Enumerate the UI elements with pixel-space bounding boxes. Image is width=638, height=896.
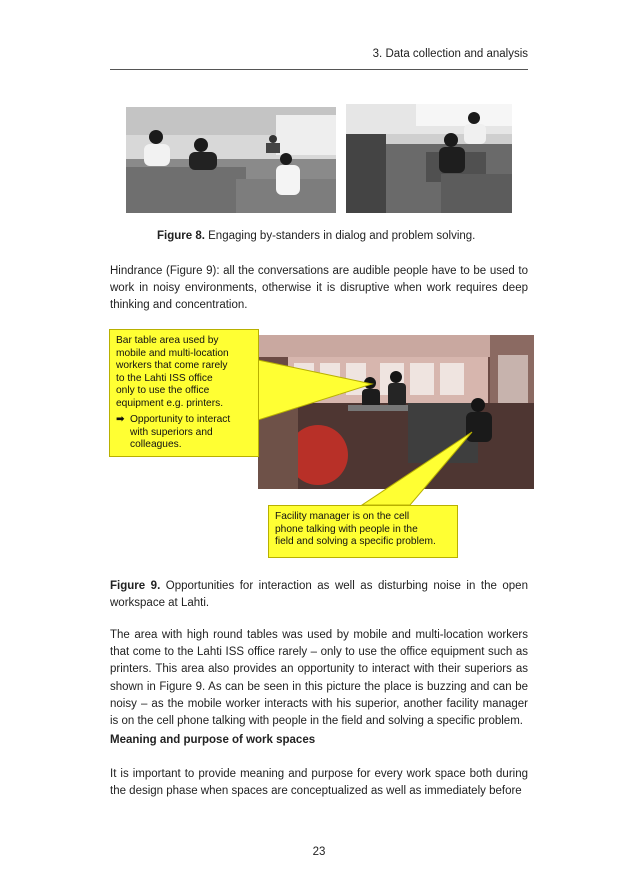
arrow-right-icon: ➡ <box>116 414 125 425</box>
figure8-text: Engaging by-standers in dialog and problem solving. <box>204 230 476 242</box>
page-number: 23 <box>312 846 326 858</box>
callout-right-line: phone talking with people in the <box>275 523 418 535</box>
running-header: 3. Data collection and analysis <box>372 48 528 60</box>
paragraph-meaning: It is important to provide meaning and purpose for every work space both during the design phase when spaces are conceptualized as well as immediately before <box>110 768 528 798</box>
callout-left-line: to the Lahti ISS office <box>116 372 213 384</box>
callout-left-arrow-line: Opportunity to interact <box>130 414 231 425</box>
callout-right-line: Facility manager is on the cell <box>275 511 410 522</box>
callout-left-line: equipment e.g. printers. <box>116 397 224 409</box>
callout-bar-table <box>109 329 259 457</box>
figure9-label: Figure 9. <box>110 580 161 592</box>
figure8-photo-left <box>126 107 336 213</box>
callout-left-arrow-line: colleagues. <box>130 439 182 450</box>
figure8-photo-right <box>346 104 512 213</box>
header-rule <box>110 69 528 70</box>
paragraph-hindrance: Hindrance (Figure 9): all the conversations are audible people have to be used to work in noisy environments, otherwise it is disruptive when work requires deep thinking and concentration. <box>110 265 528 312</box>
figure9-caption <box>110 578 528 612</box>
callout-left-line: only to use the office <box>116 385 210 396</box>
callout-left-line: workers that come rarely <box>116 360 228 371</box>
figure8-label: Figure 8. <box>157 230 205 242</box>
callout-left-arrow-line: with superiors and <box>130 426 213 438</box>
callout-facility-manager <box>268 505 458 558</box>
paragraph-round-tables: The area with high round tables was used by mobile and multi-location workers that come to the Lahti ISS office rarely – only to use the office equipment such as printers. This area also provides an opportunity to interact with their superiors as shown in Figure 9. As can be seen in this picture the place is buzzing and can be noisy – as the mobile worker interacts with his superior, another facility manager is on the cell phone talking with people in the field and solving a specific problem. <box>110 629 528 728</box>
figure9-text: Opportunities for interaction as well as disturbing noise in the open workspace at Lahti. <box>110 580 528 610</box>
callout-left-line: mobile and multi-location <box>116 347 229 359</box>
section-heading: Meaning and purpose of work spaces <box>110 734 316 746</box>
callout-right-line: field and solving a specific problem. <box>275 536 436 547</box>
figure9-photo <box>258 335 534 489</box>
callout-left-line: Bar table area used by <box>116 335 219 346</box>
figure8-caption <box>157 228 475 245</box>
